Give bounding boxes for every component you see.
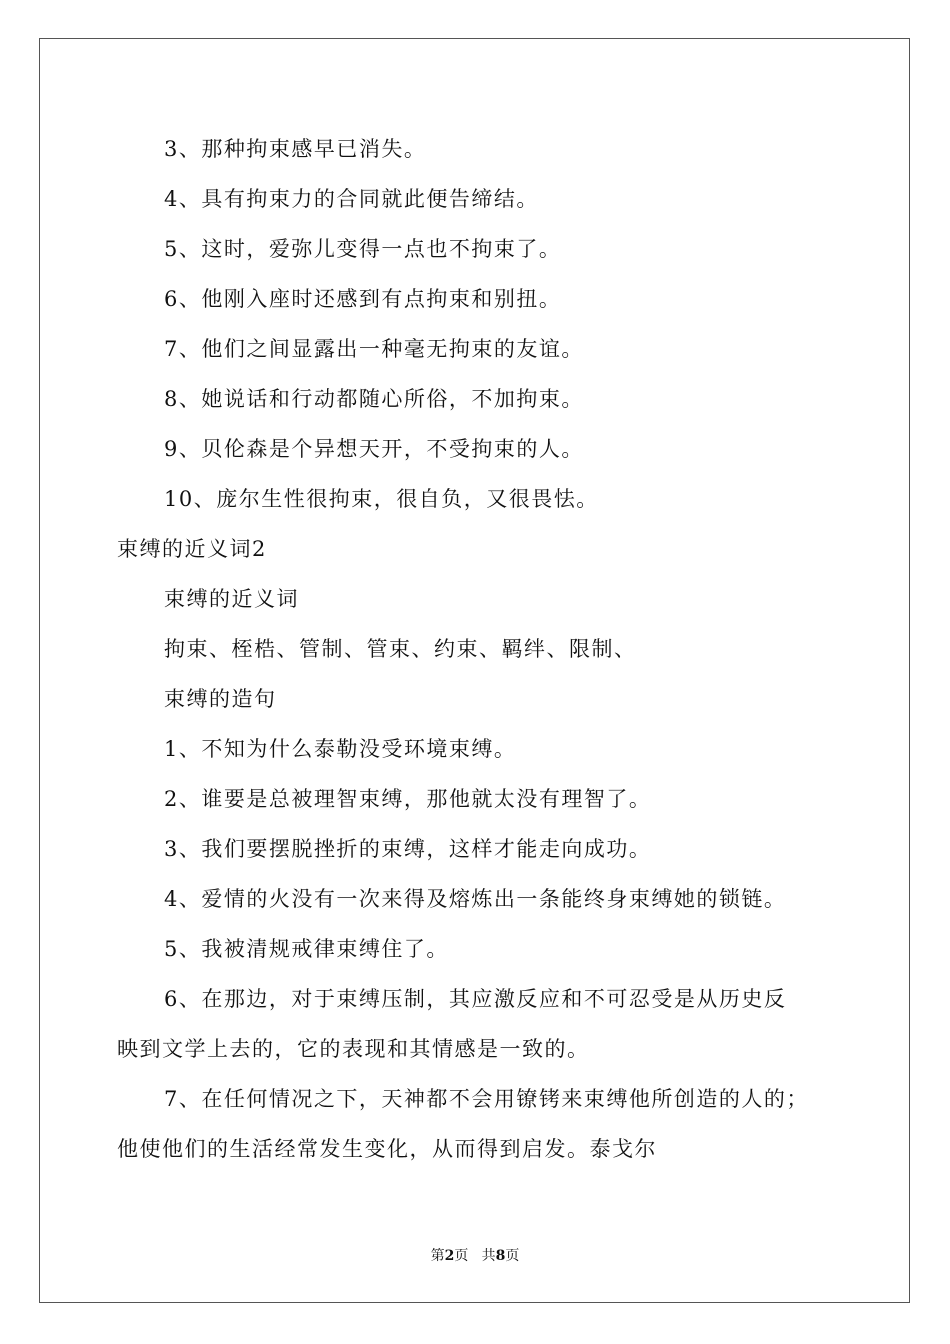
page-total: 8 — [495, 1248, 506, 1264]
text-line: 3、我们要摆脱挫折的束缚，这样才能走向成功。 — [164, 837, 652, 861]
text-line: 2、谁要是总被理智束缚，那他就太没有理智了。 — [164, 787, 652, 811]
text-line: 3、那种拘束感早已消失。 — [164, 137, 427, 161]
page-mid: 页 共 — [454, 1248, 496, 1264]
text-line: 4、爱情的火没有一次来得及熔炼出一条能终身束缚她的锁链。 — [164, 887, 787, 911]
text-line: 6、他刚入座时还感到有点拘束和别扭。 — [164, 287, 562, 311]
text-line: 5、我被清规戒律束缚住了。 — [164, 937, 449, 961]
text-line: 4、具有拘束力的合同就此便告缔结。 — [164, 187, 539, 211]
page-suffix: 页 — [505, 1248, 520, 1264]
text-line: 8、她说话和行动都随心所俗，不加拘束。 — [164, 387, 584, 411]
subheading: 束缚的造句 — [164, 687, 277, 711]
text-line: 6、在那边，对于束缚压制，其应激反应和不可忍受是从历史反 — [164, 987, 787, 1011]
section-heading: 束缚的近义词2 — [117, 537, 267, 561]
text-line: 1、不知为什么泰勒没受环境束缚。 — [164, 737, 517, 761]
text-line: 10、庞尔生性很拘束，很自负，又很畏怯。 — [164, 487, 599, 511]
subheading: 束缚的近义词 — [164, 587, 299, 611]
text-line: 7、在任何情况之下，天神都不会用镣铐来束缚他所创造的人的； — [164, 1087, 809, 1111]
text-line: 拘束、桎梏、管制、管束、约束、羁绊、限制、 — [164, 637, 637, 661]
page-prefix: 第 — [430, 1248, 445, 1264]
text-line: 7、他们之间显露出一种毫无拘束的友谊。 — [164, 337, 584, 361]
text-line: 他使他们的生活经常发生变化，从而得到启发。泰戈尔 — [117, 1137, 657, 1161]
text-line: 9、贝伦森是个异想天开，不受拘束的人。 — [164, 437, 584, 461]
page-current: 2 — [444, 1248, 455, 1264]
page-footer — [0, 1247, 950, 1265]
text-line: 5、这时，爱弥儿变得一点也不拘束了。 — [164, 237, 562, 261]
text-line: 映到文学上去的，它的表现和其情感是一致的。 — [117, 1037, 590, 1061]
